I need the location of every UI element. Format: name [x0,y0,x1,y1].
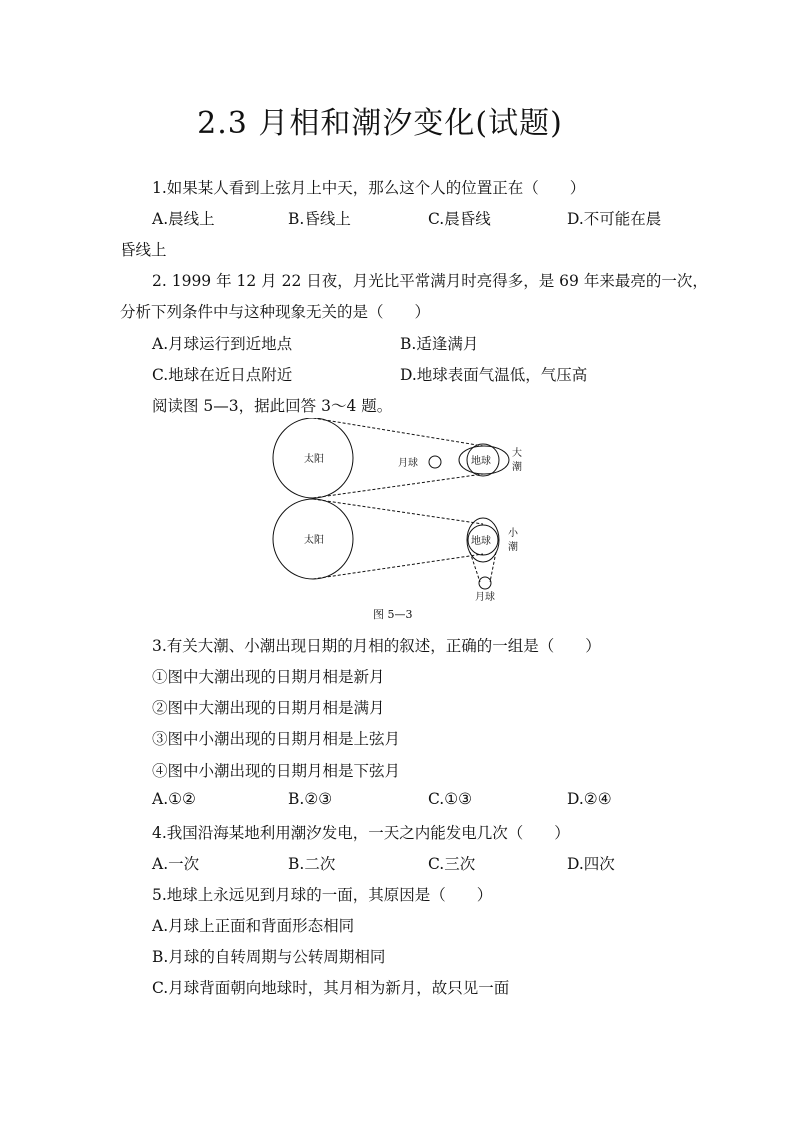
q5-option-b: B.月球的自转周期与公转周期相同 [152,948,386,966]
q2-option-d: D.地球表面气温低，气压高 [400,366,588,384]
q1-option-d-continued: 昏线上 [120,241,167,259]
neap-tide-label-2: 潮 [508,542,518,553]
q2-stem-line1: 2. 1999 年 12 月 22 日夜，月光比平常满月时亮得多，是 69 年来最亮的一次， [152,272,708,290]
q2-option-a: A.月球运行到近地点 [152,335,293,353]
spring-tide-label-1: 大 [512,448,522,459]
q1-option-d: D.不可能在晨 [567,210,662,228]
earth-label-top: 地球 [471,456,491,467]
q3-option-b: B.②③ [288,790,333,808]
moon-circle-top [429,456,441,468]
q5-stem: 5.地球上永远见到月球的一面，其原因是（ ） [152,886,493,904]
q4-stem: 4.我国沿海某地利用潮汐发电，一天之内能发电几次（ ） [152,824,570,842]
q1-option-c: C.晨昏线 [428,210,491,228]
q3-option-a: A.①② [152,790,196,808]
q3-option-c: C.①③ [428,790,473,808]
q3-statement-3: ③图中小潮出现的日期月相是上弦月 [152,730,401,748]
neap-tide-label-1: 小 [508,528,518,539]
q3-stem: 3.有关大潮、小潮出现日期的月相的叙述，正确的一组是（ ） [152,637,601,655]
q3-option-d: D.②④ [567,790,612,808]
q1-stem: 1.如果某人看到上弦月上中天，那么这个人的位置正在（ ） [152,179,586,197]
q4-option-c: C.三次 [428,855,476,873]
q3-statement-2: ②图中大潮出现的日期月相是满月 [152,699,385,717]
sun-label-bottom: 太阳 [304,535,324,546]
earth-label-bottom: 地球 [471,536,491,547]
q5-option-a: A.月球上正面和背面形态相同 [152,917,355,935]
moon-label-bottom: 月球 [475,592,495,603]
q2-stem-line2: 分析下列条件中与这种现象无关的是（ ） [120,303,431,321]
q5-option-c: C.月球背面朝向地球时，其月相为新月，故只见一面 [152,979,510,997]
figure-caption: 图 5—3 [373,608,413,621]
q4-option-d: D.四次 [567,855,615,873]
q1-option-b: B.昏线上 [288,210,351,228]
moon-label-top: 月球 [398,458,418,469]
page-title: 2.3 月相和潮汐变化(试题) [197,106,563,141]
spring-tide-label-2: 潮 [512,462,522,473]
q3-statement-4: ④图中小潮出现的日期月相是下弦月 [152,762,401,780]
moon-circle-bottom [479,577,491,589]
q4-option-b: B.二次 [288,855,336,873]
q1-option-a: A.晨线上 [152,210,215,228]
figure-intro: 阅读图 5—3，据此回答 3～4 题。 [152,397,393,415]
q3-statement-1: ①图中大潮出现的日期月相是新月 [152,668,385,686]
q4-option-a: A.一次 [152,855,200,873]
tide-diagram [270,418,540,608]
q2-option-b: B.适逢满月 [400,335,479,353]
q2-option-c: C.地球在近日点附近 [152,366,293,384]
sun-label-top: 太阳 [304,454,324,465]
